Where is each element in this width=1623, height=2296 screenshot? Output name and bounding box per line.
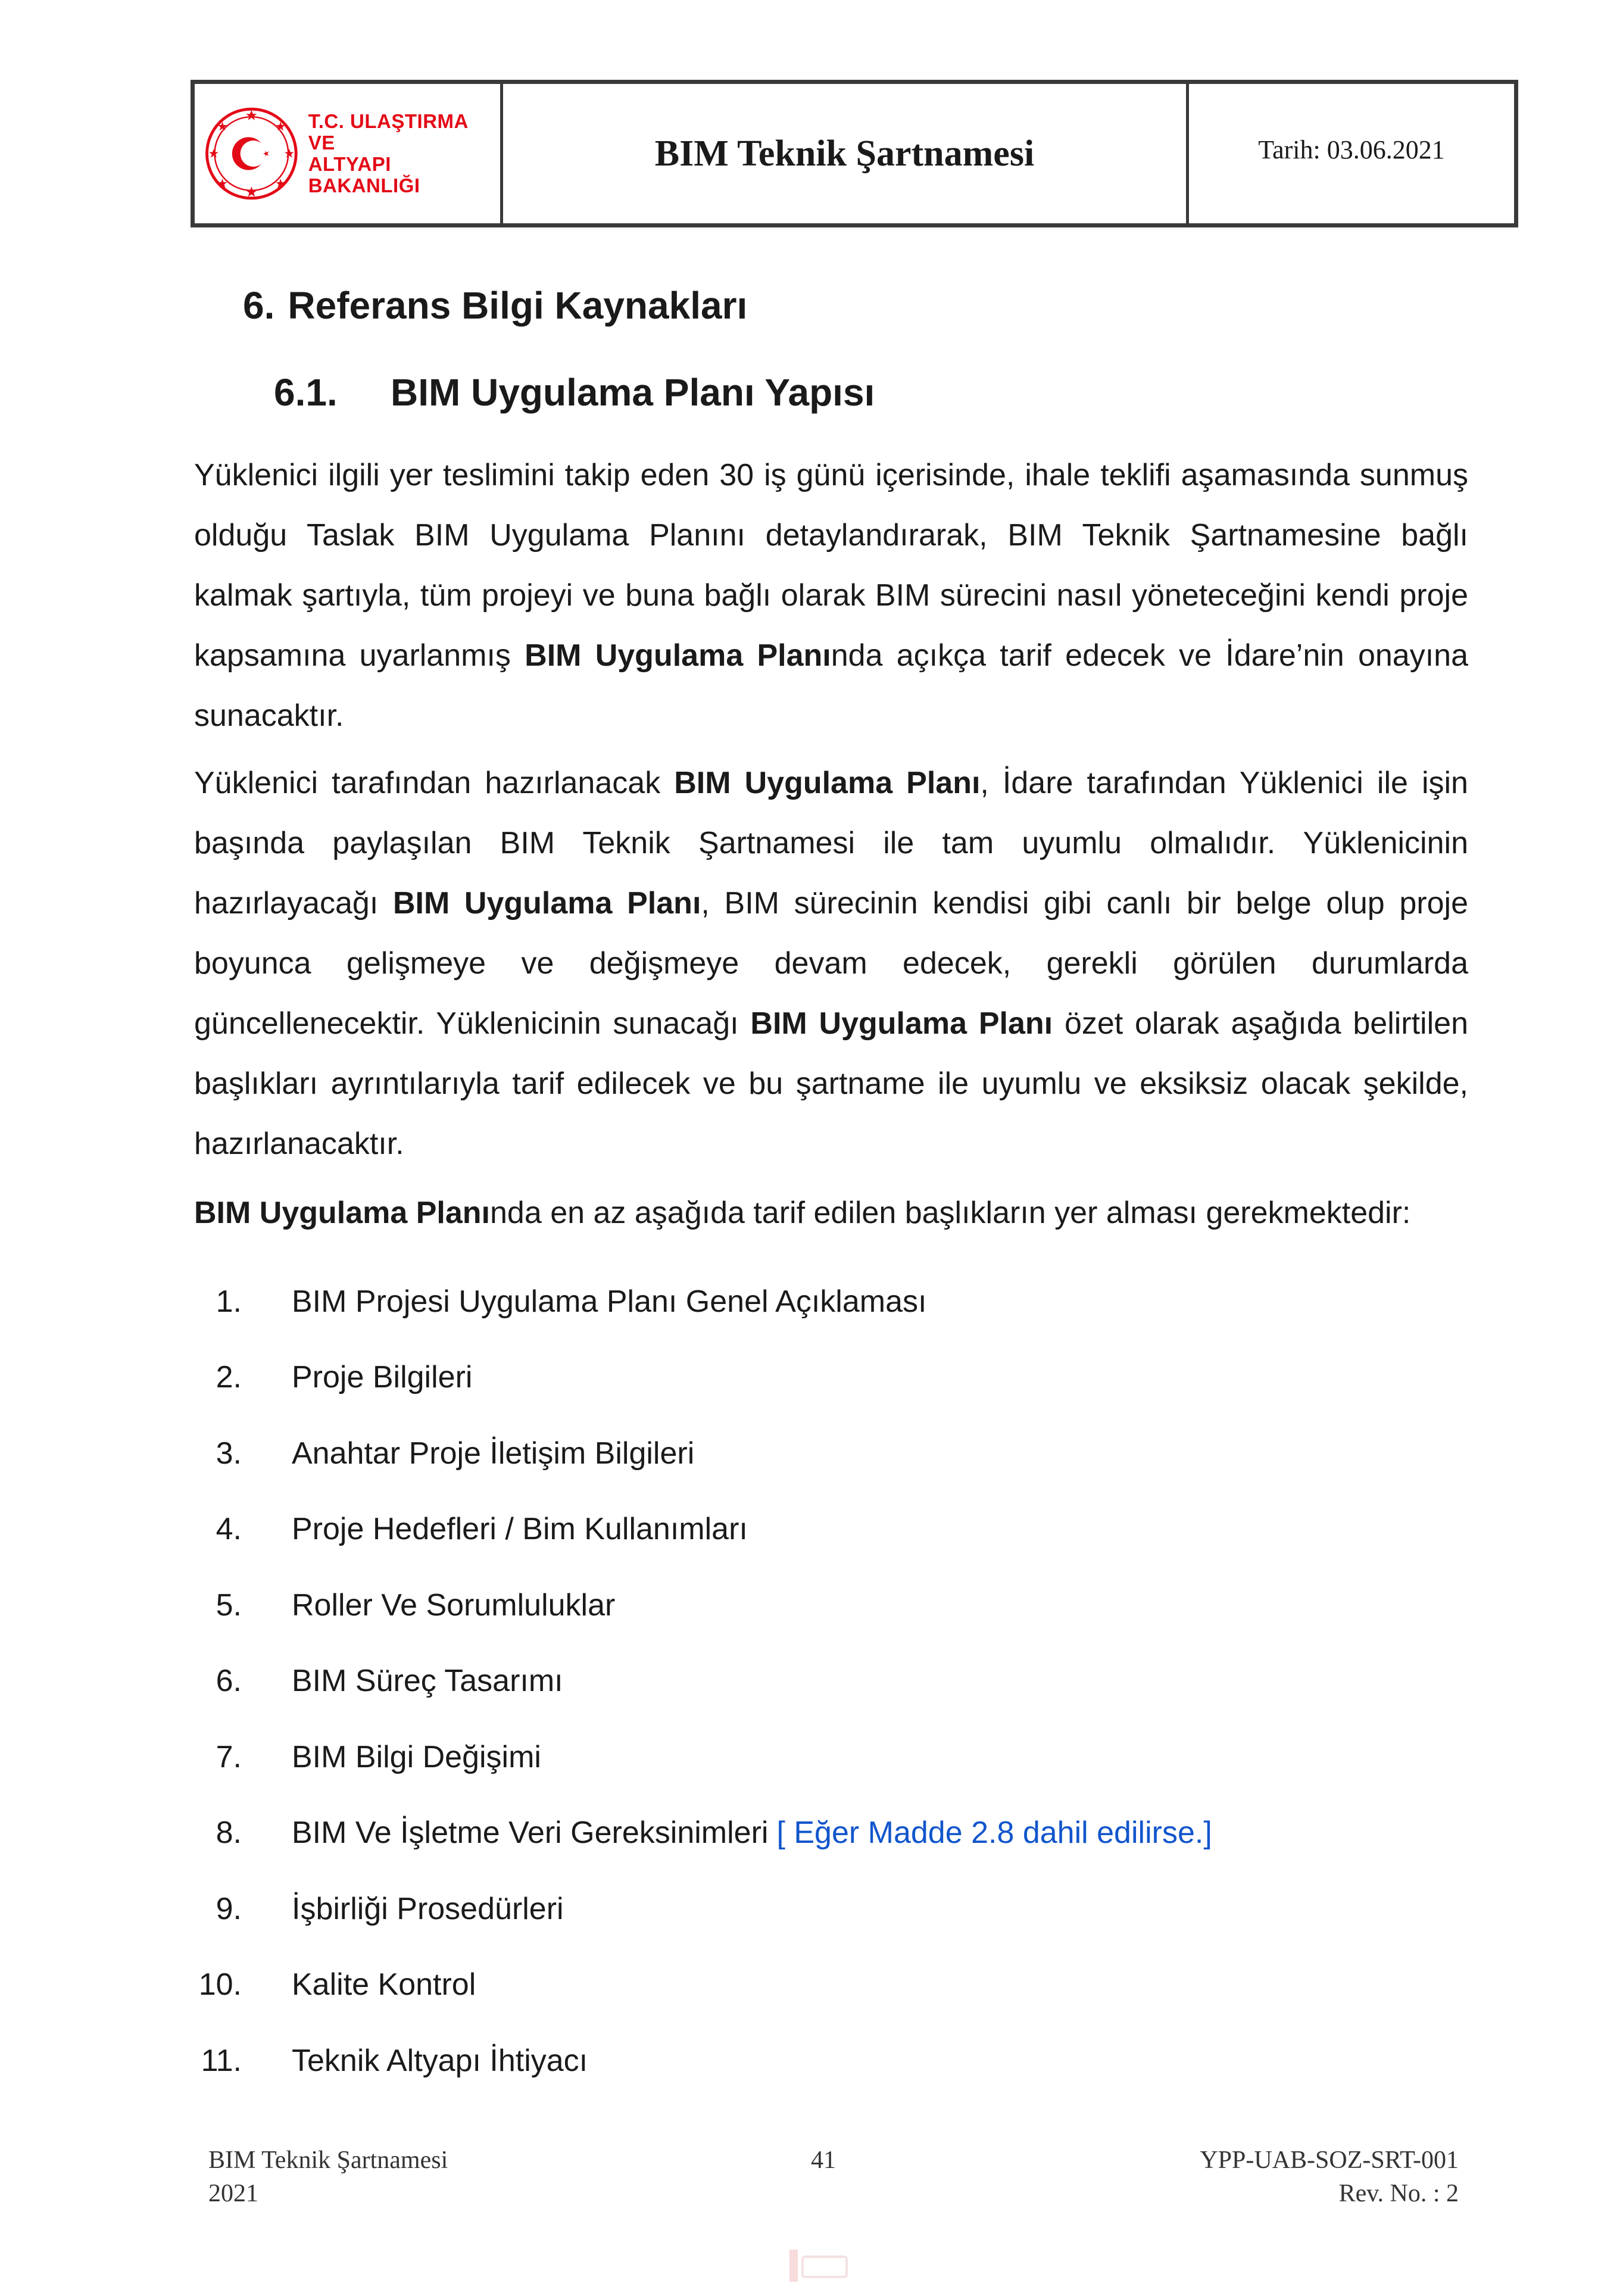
- list-item: [194, 1340, 1504, 1416]
- list-text: Kalite Kontrol: [292, 1967, 476, 2002]
- list-item: [194, 1871, 1504, 1947]
- list-number: 8.: [216, 1815, 242, 1851]
- list-number: 6.: [216, 1664, 242, 1699]
- bold-term: BIM Uygulama Planı: [525, 638, 831, 673]
- document-code: YPP-UAB-SOZ-SRT-001: [1200, 2147, 1459, 2174]
- list-number: 1.: [216, 1284, 242, 1319]
- list-item: [194, 1415, 1504, 1492]
- list-text: Teknik Altyapı İhtiyacı: [292, 2043, 588, 2078]
- subsection-title: BIM Uygulama Planı Yapısı: [391, 371, 875, 414]
- bold-term: BIM Uygulama Planı: [392, 886, 701, 921]
- paragraph-text: özet olarak aşağıda belirtilen başlıkları ayrıntılarıyla tarif edilecek ve bu şartname ile uyumlu ve eksiksiz olacak şekilde, hazırlanacaktır.: [194, 1006, 1469, 1161]
- footer-document-name: [208, 2144, 448, 2210]
- section-number: 6.: [243, 284, 275, 327]
- subsection-number: 6.1.: [274, 371, 338, 414]
- list-text: BIM Projesi Uygulama Planı Genel Açıklaması: [292, 1284, 927, 1319]
- list-text: Anahtar Proje İletişim Bilgileri: [292, 1436, 695, 1471]
- paragraph-text: , BIM sürecinin kendisi gibi canlı bir belge olup proje boyunca gelişmeye ve değişmeye devam edecek, gerekli görülen durumlarda güncellenecektir. Yüklenicinin sunacağı: [194, 886, 1468, 1041]
- bold-term: BIM Uygulama Planı: [194, 1196, 490, 1230]
- subsection-heading: [274, 370, 875, 414]
- bim-plan-headings-list: [194, 1264, 1504, 2099]
- conditional-note: [ Eğer Madde 2.8 dahil edilirse.]: [776, 1815, 1212, 1851]
- document-header: [191, 80, 1518, 227]
- list-item: [194, 1719, 1504, 1795]
- list-number: 4.: [216, 1512, 242, 1547]
- document-date: Tarih: 03.06.2021: [1258, 135, 1445, 164]
- list-text: BIM Süreç Tasarımı: [292, 1664, 563, 1699]
- list-item: [194, 1264, 1504, 1340]
- list-number: 3.: [216, 1436, 242, 1471]
- footer-title: BIM Teknik Şartnamesi: [208, 2147, 448, 2174]
- list-number: 9.: [216, 1891, 242, 1926]
- paragraph-text: nda açıkça tarif edecek ve İdare’nin onayına sunacaktır.: [194, 638, 1468, 733]
- list-item: [194, 1567, 1504, 1643]
- document-title: BIM Teknik Şartnamesi: [654, 133, 1035, 174]
- bold-term: BIM Uygulama Planı: [750, 1006, 1053, 1041]
- ministry-emblem-icon: [203, 103, 300, 204]
- list-number: 5.: [216, 1587, 242, 1623]
- ministry-logo: [203, 103, 500, 204]
- header-date-cell: [1189, 84, 1514, 223]
- list-text: Roller Ve Sorumluluklar: [292, 1587, 616, 1623]
- paragraph-text: nda en az aşağıda tarif edilen başlıkların yer alması gerekmektedir:: [490, 1196, 1411, 1230]
- list-item: [194, 1947, 1504, 2023]
- paragraph-3: [194, 1183, 1468, 1243]
- watermark-logo-icon: [787, 2245, 849, 2286]
- list-number: 2.: [216, 1360, 242, 1395]
- ministry-name-line1: T.C. ULAŞTIRMA VE: [308, 110, 468, 154]
- footer-document-code: [1200, 2144, 1459, 2210]
- ministry-name: [308, 111, 500, 196]
- list-number: 11.: [201, 2043, 242, 2078]
- logo-cell: [195, 84, 503, 223]
- header-title-cell: [503, 84, 1189, 223]
- paragraph-text: Yüklenici tarafından hazırlanacak: [194, 766, 675, 800]
- list-text: Proje Bilgileri: [292, 1360, 473, 1395]
- paragraph-2: [194, 753, 1468, 1174]
- list-text: BIM Ve İşletme Veri Gereksinimleri: [292, 1815, 769, 1851]
- ministry-name-line2: ALTYAPI BAKANLIĞI: [308, 153, 420, 196]
- section-title: Referans Bilgi Kaynakları: [288, 284, 748, 327]
- paragraph-text: Yüklenici ilgili yer teslimini takip eden 30 iş günü içerisinde, ihale teklifi aşamasında sunmuş olduğu Taslak BIM Uygulama Planını detaylandırarak, BIM Teknik Şartnamesine bağlı kalmak şartıyla, tüm projeyi ve buna bağlı olarak BIM sürecini nasıl yöneteceğini kendi proje kapsamına uyarlanmış: [194, 458, 1468, 673]
- list-number: 10.: [198, 1967, 242, 2002]
- list-item: [194, 1795, 1504, 1871]
- paragraph-1: [194, 445, 1468, 746]
- list-text: BIM Bilgi Değişimi: [292, 1739, 541, 1774]
- revision-number: Rev. No. : 2: [1338, 2180, 1459, 2207]
- list-text: İşbirliği Prosedürleri: [292, 1891, 564, 1926]
- list-item: [194, 1643, 1504, 1720]
- section-heading: [243, 283, 747, 327]
- footer-year: 2021: [208, 2180, 258, 2207]
- list-text: Proje Hedefleri / Bim Kullanımları: [292, 1512, 748, 1547]
- list-item: [194, 1492, 1504, 1568]
- list-number: 7.: [216, 1739, 242, 1774]
- page-number: 41: [811, 2147, 836, 2174]
- list-item: [194, 2023, 1504, 2099]
- paragraph-text: , İdare tarafından Yüklenici ile işin başında paylaşılan BIM Teknik Şartnamesi ile tam uyumlu olmalıdır. Yüklenicinin hazırlayacağı: [194, 766, 1468, 921]
- bold-term: BIM Uygulama Planı: [674, 766, 981, 800]
